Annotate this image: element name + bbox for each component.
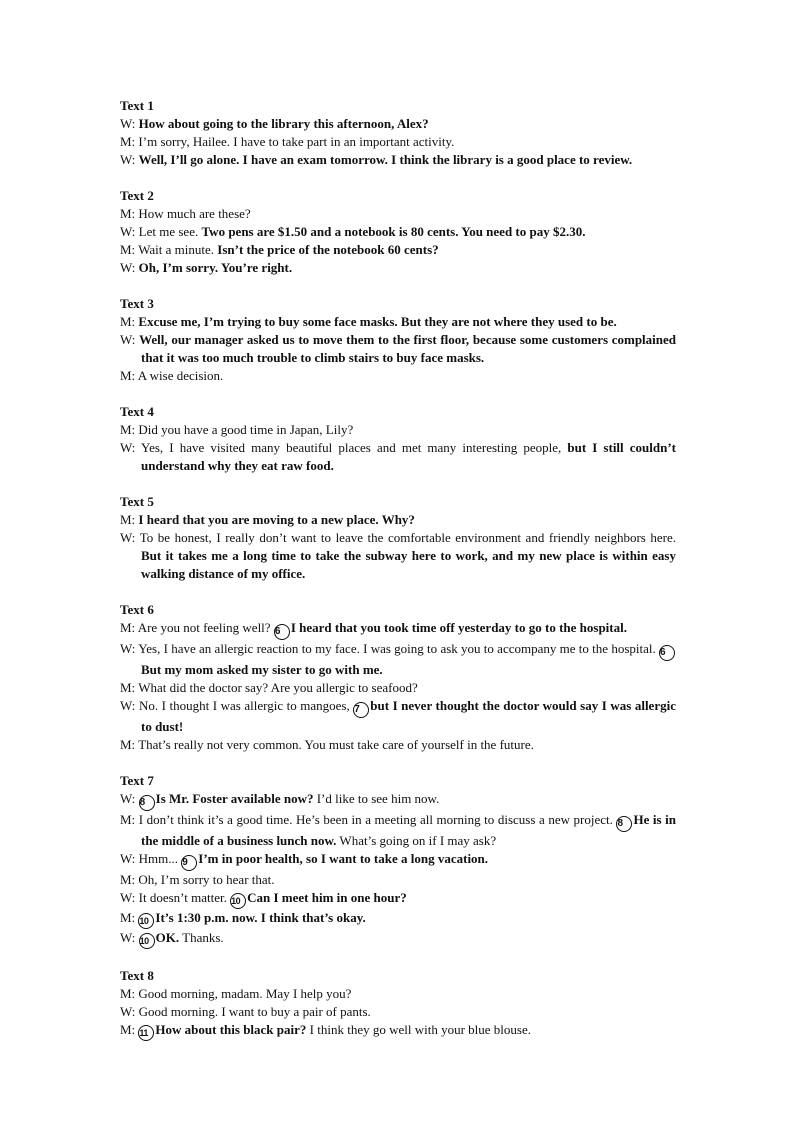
speaker-label: W:	[120, 260, 139, 275]
question-number-badge: 7	[353, 702, 369, 718]
answer-key-text: Well, our manager asked us to move them to the first floor, because some customers complained that it was too much trouble to climb stairs to buy face masks.	[139, 332, 676, 365]
answer-key-text: It’s 1:30 p.m. now. I think that’s okay.	[155, 910, 366, 925]
speaker-label: M:	[120, 422, 139, 437]
speaker-label: W:	[120, 152, 139, 167]
speaker-label: M:	[120, 986, 139, 1001]
dialogue-text: Did you have a good time in Japan, Lily?	[138, 422, 354, 437]
answer-key-text: Isn’t the price of the notebook 60 cents?	[217, 242, 439, 257]
question-number-badge: 8	[616, 816, 632, 832]
dialogue-line	[120, 1021, 676, 1041]
text-section	[120, 97, 676, 169]
dialogue-line	[120, 985, 676, 1003]
question-number-badge: 6	[659, 645, 675, 661]
dialogue-text: How much are these?	[138, 206, 251, 221]
speaker-label: W:	[120, 851, 139, 866]
text-section	[120, 295, 676, 385]
speaker-label: W:	[120, 641, 139, 656]
answer-key-text: OK.	[155, 930, 180, 945]
section-title: Text 2	[120, 188, 154, 203]
speaker-label: M:	[120, 1022, 139, 1037]
dialogue-text: Wait a minute.	[138, 242, 218, 257]
dialogue-line	[120, 909, 676, 929]
speaker-label: M:	[120, 368, 138, 383]
dialogue-line	[120, 871, 676, 889]
answer-key-text: Two pens are $1.50 and a notebook is 80 cents. You need to pay $2.30.	[201, 224, 586, 239]
answer-key-text: Oh, I’m sorry. You’re right.	[138, 260, 293, 275]
speaker-label: W:	[120, 440, 142, 455]
section-title: Text 6	[120, 602, 154, 617]
dialogue-text: Oh, I’m sorry to hear that.	[138, 872, 275, 887]
text-section	[120, 601, 676, 754]
answer-key-text: Excuse me, I’m trying to buy some face masks. But they are not where they used to be.	[138, 314, 617, 329]
dialogue-line	[120, 133, 676, 151]
answer-key-text: But it takes me a long time to take the subway here to work, and my new place is within easy walking distance of my office.	[141, 548, 676, 581]
question-number-badge: 9	[181, 855, 197, 871]
answer-key-text: but I never thought the doctor would say I was allergic to dust!	[141, 698, 676, 734]
question-number-badge: 10	[230, 893, 246, 909]
answer-key-text: but I still couldn’t understand why they eat raw food.	[141, 440, 676, 473]
text-section	[120, 493, 676, 583]
speaker-label: W:	[120, 530, 140, 545]
speaker-label: W:	[120, 930, 139, 945]
dialogue-line	[120, 115, 676, 133]
text-section	[120, 967, 676, 1041]
question-number-badge: 10	[138, 913, 154, 929]
dialogue-line	[120, 640, 676, 679]
answer-key-text: Well, I’ll go alone. I have an exam tomorrow. I think the library is a good place to review.	[138, 152, 633, 167]
speaker-label: M:	[120, 872, 139, 887]
dialogue-text: Good morning, madam. May I help you?	[138, 986, 352, 1001]
section-title: Text 7	[120, 773, 154, 788]
speaker-label: M:	[120, 512, 139, 527]
dialogue-line	[120, 151, 676, 169]
answer-key-text: But my mom asked my sister to go with me.	[141, 662, 383, 677]
section-title: Text 3	[120, 296, 154, 311]
speaker-label: M:	[120, 314, 139, 329]
dialogue-text: Good morning. I want to buy a pair of pants.	[138, 1004, 371, 1019]
speaker-label: W:	[120, 698, 139, 713]
question-number-badge: 10	[139, 933, 155, 949]
text-section	[120, 403, 676, 475]
dialogue-line	[120, 529, 676, 583]
dialogue-line	[120, 511, 676, 529]
section-title: Text 4	[120, 404, 154, 419]
speaker-label: M:	[120, 134, 139, 149]
answer-key-text: Can I meet him in one hour?	[247, 890, 407, 905]
dialogue-text: It doesn’t matter.	[138, 890, 231, 905]
dialogue-text: That’s really not very common. You must take care of yourself in the future.	[138, 737, 534, 752]
speaker-label: W:	[120, 116, 139, 131]
dialogue-line	[120, 811, 676, 850]
dialogue-text: I’d like to see him now.	[313, 791, 440, 806]
speaker-label: M:	[120, 910, 139, 925]
dialogue-text: Yes, I have an allergic reaction to my face. I was going to ask you to accompany me to the hospital.	[138, 641, 659, 656]
dialogue-line	[120, 313, 676, 331]
answer-key-text: Is Mr. Foster available now?	[155, 791, 314, 806]
section-title: Text 1	[120, 98, 154, 113]
dialogue-line	[120, 241, 676, 259]
dialogue-text: Hmm...	[138, 851, 182, 866]
dialogue-text: A wise decision.	[137, 368, 224, 383]
speaker-label: M:	[120, 737, 139, 752]
dialogue-line	[120, 619, 676, 640]
answer-key-text: I heard that you took time off yesterday to go to the hospital.	[290, 620, 627, 635]
question-number-badge: 11	[138, 1025, 154, 1041]
speaker-label: M:	[120, 620, 138, 635]
dialogue-text: I think they go well with your blue blouse.	[306, 1022, 531, 1037]
dialogue-line	[120, 929, 676, 949]
dialogue-text: To be honest, I really don’t want to leave the comfortable environment and friendly neighbors here.	[139, 530, 676, 545]
dialogue-line	[120, 790, 676, 811]
transcript-page	[120, 97, 676, 1059]
speaker-label: W:	[120, 1004, 139, 1019]
section-title: Text 8	[120, 968, 154, 983]
dialogue-text: Are you not feeling well?	[137, 620, 274, 635]
dialogue-line	[120, 367, 676, 385]
answer-key-text: How about going to the library this afternoon, Alex?	[138, 116, 429, 131]
dialogue-line	[120, 697, 676, 736]
dialogue-line	[120, 736, 676, 754]
question-number-badge: 8	[139, 795, 155, 811]
answer-key-text: How about this black pair?	[155, 1022, 307, 1037]
answer-key-text: He is in the middle of a business lunch now.	[141, 812, 676, 848]
answer-key-text: I heard that you are moving to a new place. Why?	[138, 512, 415, 527]
dialogue-line	[120, 439, 676, 475]
dialogue-text: I’m sorry, Hailee. I have to take part in an important activity.	[138, 134, 455, 149]
speaker-label: M:	[120, 206, 139, 221]
dialogue-line	[120, 850, 676, 871]
dialogue-text: No. I thought I was allergic to mangoes,	[138, 698, 354, 713]
dialogue-line	[120, 205, 676, 223]
speaker-label: M:	[120, 812, 139, 827]
dialogue-text: Let me see.	[138, 224, 202, 239]
speaker-label: M:	[120, 680, 139, 695]
dialogue-text: Thanks.	[179, 930, 224, 945]
speaker-label: M:	[120, 242, 139, 257]
section-title: Text 5	[120, 494, 154, 509]
dialogue-line	[120, 421, 676, 439]
speaker-label: W:	[120, 890, 139, 905]
speaker-label: W:	[120, 332, 140, 347]
dialogue-text: What did the doctor say? Are you allergic to seafood?	[138, 680, 418, 695]
dialogue-line	[120, 679, 676, 697]
text-section	[120, 187, 676, 277]
dialogue-line	[120, 223, 676, 241]
speaker-label: W:	[120, 224, 139, 239]
dialogue-text: What’s going on if I may ask?	[336, 833, 497, 848]
text-section	[120, 772, 676, 949]
dialogue-text: I don’t think it’s a good time. He’s been in a meeting all morning to discuss a new project.	[138, 812, 617, 827]
question-number-badge: 6	[274, 624, 290, 640]
dialogue-line	[120, 889, 676, 909]
answer-key-text: I’m in poor health, so I want to take a long vacation.	[198, 851, 489, 866]
dialogue-text: Yes, I have visited many beautiful places and met many interesting people,	[141, 440, 568, 455]
speaker-label: W:	[120, 791, 139, 806]
dialogue-line	[120, 1003, 676, 1021]
dialogue-line	[120, 331, 676, 367]
dialogue-line	[120, 259, 676, 277]
